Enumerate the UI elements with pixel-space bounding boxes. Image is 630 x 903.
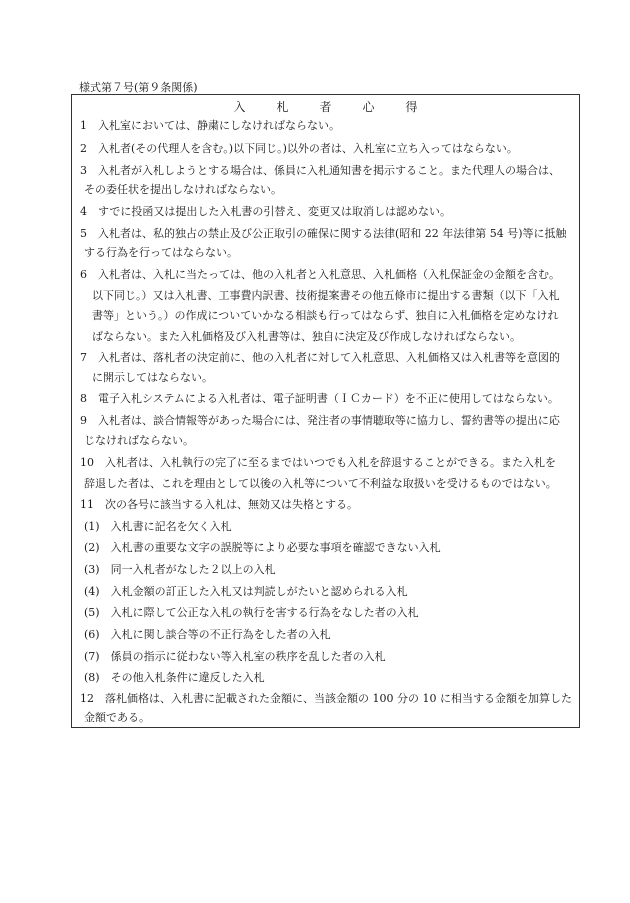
title-char: 入 [233,99,246,114]
title-char: 者 [319,99,332,114]
rule-11: 11 次の各号に該当する入札は、無効又は失格とする。 [80,498,358,511]
rule-7-cont: に開示してはならない。 [92,371,213,384]
rule-6-cont-3: ばならない。また入札価格及び入札書等は、独自に決定及び作成しなければならない。 [92,330,521,343]
title-char: 心 [362,99,375,114]
rule-6-cont-1: 以下同じ。）又は入札書、工事費内訳書、技術提案書その他五條市に提出する書類（以下「入札 [92,289,560,302]
rule-4: 4 すでに投函又は提出した入札書の引替え、変更又は取消しは認めない。 [80,205,451,218]
rule-11-item-7: (7) 係員の指示に従わない等入札室の秩序を乱した者の入札 [84,650,386,663]
rule-11-item-3: (3) 同一入札者がなした２以上の入札 [84,563,276,576]
rule-12: 12 落札価格は、入札書に記載された金額に、当該金額の 100 分の 10 に相当する金額を加算した [80,692,572,705]
rule-11-item-6: (6) 入札に関し談合等の不正行為をした者の入札 [84,628,331,641]
rule-3: 3 入札者が入札しようとする場合は、係員に入札通知書を掲示すること。また代理人の場合は、 [80,164,560,177]
rule-2: 2 入札者(その代理人を含む。)以下同じ。)以外の者は、入札室に立ち入ってはならない。 [80,142,518,155]
document-title [72,96,579,116]
rule-11-item-2: (2) 入札書の重要な文字の誤脱等により必要な事項を確認できない入札 [84,541,441,554]
document-frame [71,94,580,728]
rule-9-cont: じなければならない。 [84,434,194,447]
rule-11-item-5: (5) 入札に際して公正な入札の執行を害する行為をなした者の入札 [84,606,419,619]
rule-11-item-8: (8) その他入札条件に違反した入札 [84,671,265,684]
rule-11-item-1: (1) 入札書に記名を欠く入札 [84,520,232,533]
rule-6-cont-2: 書等」という。）の作成についていかなる相談も行ってはならず、独自に入札価格を定めなけれ [92,309,559,322]
title-char: 得 [405,99,418,114]
rule-10-cont: 辞退した者は、これを理由として以後の入札等について不利益な取扱いを受けるものではない。 [84,477,557,490]
form-label: 様式第７号(第９条関係) [79,81,198,94]
rule-3-cont: その委任状を提出しなければならない。 [84,183,282,196]
title-char: 札 [276,99,289,114]
rule-7: 7 入札者は、落札者の決定前に、他の入札者に対して入札意思、入札価格又は入札書等を意図的 [80,351,560,364]
rule-11-item-4: (4) 入札金額の訂正した入札又は判読しがたいと認められる入札 [84,585,408,598]
rule-9: 9 入札者は、談合情報等があった場合には、発注者の事情聴取等に協力し、誓約書等の提出に応 [80,414,560,427]
rule-6: 6 入札者は、入札に当たっては、他の入札者と入札意思、入札価格（入札保証金の金額を含む。 [80,268,560,281]
rule-10: 10 入札者は、入札執行の完了に至るまではいつでも入札を辞退することができる。また入札を [80,456,556,469]
rule-1: 1 入札室においては、静粛にしなければならない。 [80,119,340,132]
rule-8: 8 電子入札システムによる入札者は、電子証明書（ＩＣカード）を不正に使用してはならない。 [80,392,559,405]
rule-12-cont: 金額である。 [84,711,150,724]
rule-5: 5 入札者は、私的独占の禁止及び公正取引の確保に関する法律(昭和 22 年法律第 54 号)等に抵触 [80,227,567,240]
rule-5-cont: する行為を行ってはならない。 [84,246,238,259]
